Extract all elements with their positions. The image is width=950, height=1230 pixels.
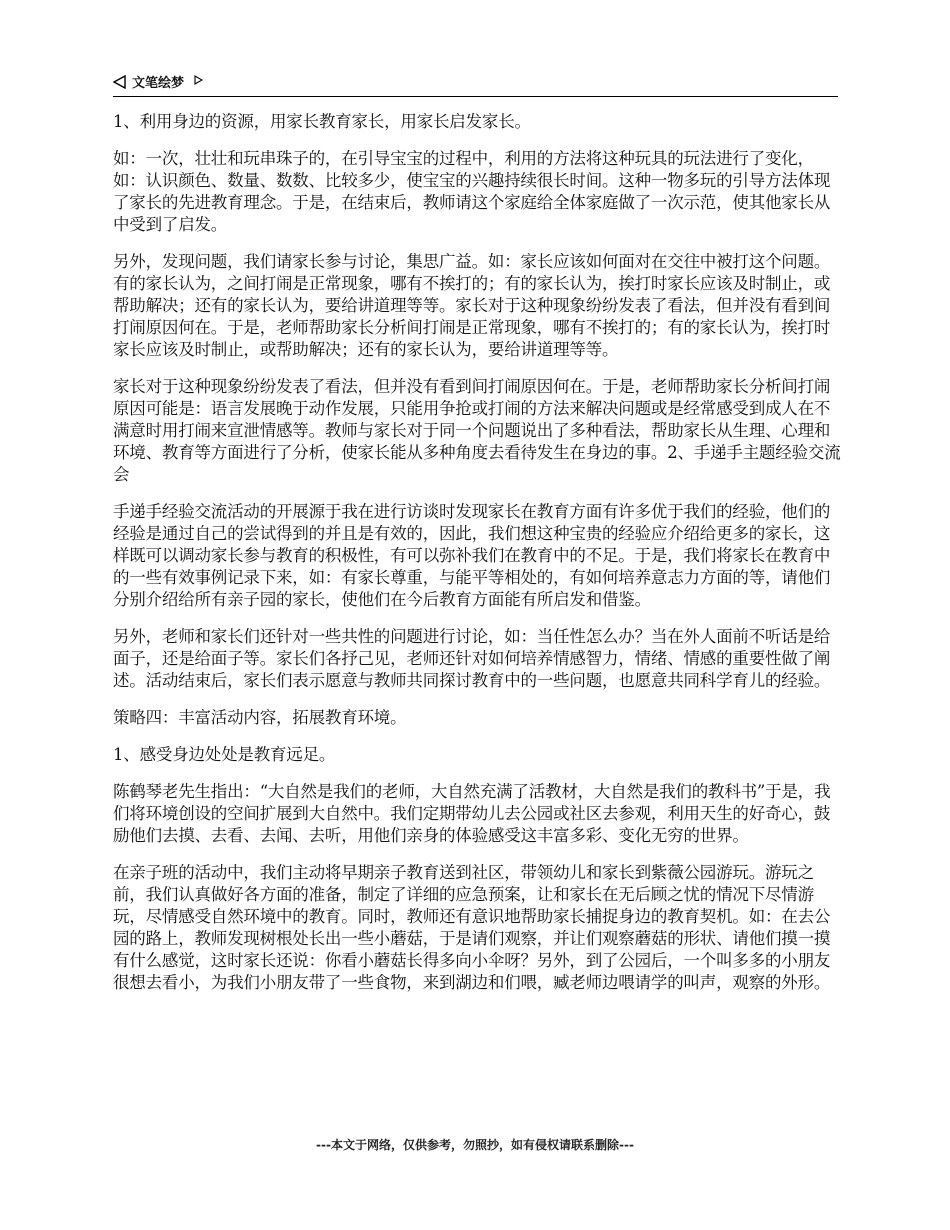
document-body: [113, 111, 843, 1009]
paragraph: 在亲子班的活动中，我们主动将早期亲子教育送到社区，带领幼儿和家长到紫薇公园游玩。游玩之前，我们认真做好各方面的准备，制定了详细的应急预案，让和家长在无后顾之忧的情况下尽情游玩，尽情感受自然环境中的教育。同时，教师还有意识地帮助家长捕捉身边的教育契机。如：在去公园的路上，教师发现树根处长出一些小蘑菇，于是请们观察，并让们观察蘑菇的形状、请他们摸一摸有什么感觉，这时家长还说：你看小蘑菇长得多向小伞呀？另外，到了公园后，一个叫多多的小朋友很想去看小，为我们小朋友带了一些食物，来到湖边和们喂，臧老师边喂请学的叫声，观察的外形。: [113, 863, 831, 992]
footer-notice: ---本文于网络，仅供参考，勿照抄，如有侵权请联系删除---: [316, 1138, 634, 1152]
page-header: [113, 70, 838, 97]
paragraph: 另外，发现问题，我们请家长参与讨论，集思广益。如：家长应该如何面对在交往中被打这个问题。有的家长认为，之间打闹是正常现象，哪有不挨打的；有的家长认为，挨打时家长应该及时制止，或帮助解决；还有的家长认为，要给讲道理等等。家长对于这种现象纷纷发表了看法，但并没有看到间打闹原因何在。于是，老师帮助家长分析间打闹是正常现象，哪有不挨打的；有的家长认为，挨打时家长应该及时制止，或帮助解决；还有的家长认为，要给讲道理等等。: [113, 252, 831, 359]
paragraph: 家长对于这种现象纷纷发表了看法，但并没有看到间打闹原因何在。于是，老师帮助家长分析间打闹原因可能是：语言发展晚于动作发展，只能用争抢或打闹的方法来解决问题或是经常感受到成人在不满意时用打闹来宣泄情感等。教师与家长对于同一个问题说出了多种看法，帮助家长从生理、心理和环境、教育等方面进行了分析，使家长能从多种角度去看待发生在身边的事。2、手递手主题经验交流会: [113, 377, 841, 484]
paragraph: 如：一次，壮壮和玩串珠子的，在引导宝宝的过程中，利用的方法将这种玩具的玩法进行了变化，如：认识颜色、数量、数数、比较多少，使宝宝的兴趣持续很长时间。这种一物多玩的引导方法体现了家长的先进教育理念。于是，在结束后，教师请这个家庭给全体家庭做了一次示范，使其他家长从中受到了启发。: [113, 149, 831, 234]
paragraph: 陈鹤琴老先生指出：“大自然是我们的老师，大自然充满了活教材，大自然是我们的教科书”于是，我们将环境创设的空间扩展到大自然中。我们定期带幼儿去公园或社区去参观，利用天生的好奇心，鼓励他们去摸、去看、去闻、去听，用他们亲身的体验感受这丰富多彩、变化无穷的世界。: [113, 782, 831, 845]
brand: [113, 72, 203, 91]
paragraph: 另外，老师和家长们还针对一些共性的问题进行讨论，如：当任性怎么办？当在外人面前不听话是给面子，还是给面子等。家长们各抒己见，老师还针对如何培养情感智力，情绪、情感的重要性做了阐述。活动结束后，家长们表示愿意与教师共同探讨教育中的一些问题，也愿意共同科学育儿的经验。: [113, 627, 831, 690]
paragraph: 手递手经验交流活动的开展源于我在进行访谈时发现家长在教育方面有许多优于我们的经验，他们的经验是通过自己的尝试得到的并且是有效的，因此，我们想这种宝贵的经验应介绍给更多的家长，这样既可以调动家长参与教育的积极性，有可以弥补我们在教育中的不足。于是，我们将家长在教育中的一些有效事例记录下来，如：有家长尊重，与能平等相处的，有如何培养意志力方面的等，请他们分别介绍给所有亲子园的家长，使他们在今后教育方面能有所启发和借鉴。: [113, 502, 831, 609]
brand-name: 文笔绘梦: [132, 76, 185, 91]
section-heading: 策略四：丰富活动内容，拓展教育环境。: [113, 708, 407, 727]
triangle-right-icon: [194, 75, 203, 85]
triangle-left-icon: [113, 75, 126, 89]
subsection-heading: 1、感受身边处处是教育远足。: [113, 745, 336, 764]
paragraph: 1、利用身边的资源，用家长教育家长，用家长启发家长。: [113, 112, 531, 131]
